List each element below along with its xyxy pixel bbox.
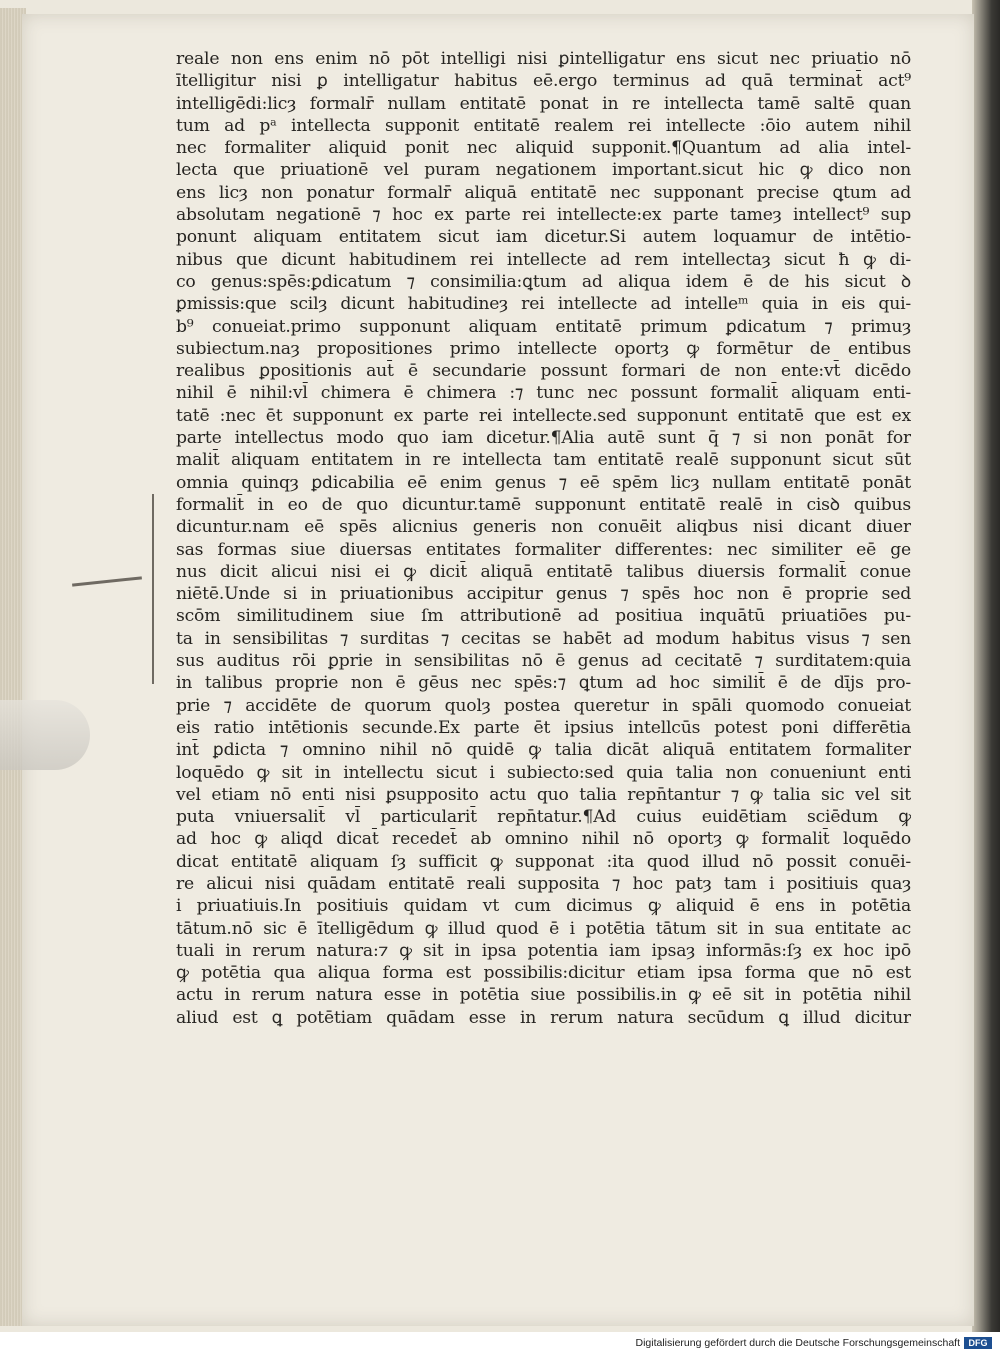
text-line: lecta que priuationē vel puram negationem important.sicut hic ꝙ dico non	[176, 160, 911, 181]
text-line: int̄ ꝑdicta ⁊ omnino nihil nō quidē ꝙ talia dicāt aliquā entitatem formaliter	[176, 740, 911, 761]
text-line: nibus que dicunt habitudinem rei intellecte ad rem intellectaȝ sicut ħ ꝙ di-	[176, 249, 911, 270]
footer-credit: Digitalisierung gefördert durch die Deutsche Forschungsgemeinschaft	[635, 1337, 960, 1349]
text-line: vel etiam nō enti nisi ꝑsupposito actu quo talia repn̄tantur ⁊ ꝙ talia sic vel sit	[176, 784, 911, 805]
text-line: nus dicit alicui nisi ei ꝙ dicit̄ aliquā entitatē talibus diuersis formalit̄ conue	[176, 561, 911, 582]
margin-bracket-mark	[152, 494, 158, 684]
text-line: absolutam negationē ⁊ hoc ex parte rei intellecte:ex parte tameȝ intellect⁹ sup	[176, 205, 911, 226]
text-line: ꝑmissis:que scilȝ dicunt habitudineȝ rei intellecte ad intelleᵐ quia in eis qui-	[176, 294, 911, 315]
text-line: omnia quinqȝ ꝑdicabilia eē enim genus ⁊ eē spēm licȝ nullam entitatē ponāt	[176, 472, 911, 493]
text-line: niētē.Unde si in priuationibus accipitur genus ⁊ spēs hoc non ē proprie sed	[176, 584, 911, 605]
text-line: tum ad pᵃ intellecta supponit entitatē realem rei intellecte :ōio autem nihil	[176, 115, 911, 136]
text-line: b⁹ conueiat.primo supponunt aliquam entitatē primum ꝑdicatum ⁊ primuȝ	[176, 316, 911, 337]
text-line: sus auditus rōi ꝑprie in sensibilitas nō ē genus ad cecitatē ⁊ surditatem:quia	[176, 651, 911, 672]
text-line: tatē :nec ēt supponunt ex parte rei intellecte.sed supponunt entitatē que est ex	[176, 405, 911, 426]
text-line: aliud est ꝗ potētiam quādam esse in rerum natura secūdum ꝗ illud dicitur	[176, 1007, 911, 1028]
text-line: co genus:spēs:ꝑdicatum ⁊ consimilia:ꝗtum ad aliqua idem ē de his sicut ꝺ	[176, 271, 911, 292]
text-line: in talibus proprie non ē gēus nec spēs:⁊ ꝗtum ad hoc similit̄ ē de dījs pro-	[176, 673, 911, 694]
text-line: tātum.nō sic ē ītelligēdum ꝙ illud quod ē i potētia tātum sit in sua entitate ac	[176, 918, 911, 939]
text-line: ad hoc ꝙ aliqd dicat̄ recedet̄ ab omnino nihil nō oportȝ ꝙ formalit̄ loquēdo	[176, 829, 911, 850]
dfg-logo: DFG	[964, 1337, 992, 1349]
text-line: prie ⁊ accidēte de quorum quolȝ postea queretur in spāli quomodo conueiat	[176, 695, 911, 716]
text-line: actu in rerum natura esse in potētia siue possibilis.in ꝙ eē sit in potētia nihil	[176, 985, 911, 1006]
text-line: realibus ꝑpositionis aut̄ ē secundarie possunt formari de non ente:vt̄ dicēdo	[176, 361, 911, 382]
text-line: ta in sensibilitas ⁊ surditas ⁊ cecitas se habēt ad modum habitus visus ⁊ sen	[176, 628, 911, 649]
text-line: ītelligitur nisi ꝑ intelligatur habitus eē.ergo terminus ad quā terminat̄ act⁹	[176, 71, 911, 92]
text-line: intelligēdi:licȝ formalr̄ nullam entitatē ponat in re intellecta tamē saltē quan	[176, 93, 911, 114]
text-line: formalit̄ in eo de quo dicuntur.tamē supponunt entitatē realē in cisꝺ quibus	[176, 494, 911, 515]
text-line: malit̄ aliquam entitatem in re intellecta tam entitatē realē supponunt sicut sūt	[176, 450, 911, 471]
text-line: dicuntur.nam eē spēs alicnius generis non conuēit aliqbus nisi dicant diuer	[176, 517, 911, 538]
text-line: subiectum.naȝ propositiones primo intellecte oportȝ ꝙ formētur de entibus	[176, 338, 911, 359]
text-line: tuali in rerum natura:⁊ ꝙ sit in ipsa potentia iam ipsaȝ informās:ſȝ ex hoc ipō	[176, 940, 911, 961]
text-line: ꝙ potētia qua aliqua forma est possibilis:dicitur etiam ipsa forma que nō est	[176, 963, 911, 984]
text-line: eis ratio intētionis secunde.Ex parte ēt ipsius intellcūs potest poni differētia	[176, 717, 911, 738]
text-line: ens licȝ non ponatur formalr̄ aliquā entitatē nec supponant precise ꝗtum ad	[176, 182, 911, 203]
text-line: sas formas siue diuersas entitates formaliter differentes: nec similiter eē ge	[176, 539, 911, 560]
text-line: dicat entitatē aliquam ſȝ sufficit ꝙ supponat :ita quod illud nō possit conuēi-	[176, 851, 911, 872]
text-line: re alicui nisi quādam entitatē reali supposita ⁊ hoc patȝ tam i positiuis quaȝ	[176, 873, 911, 894]
text-line: nihil ē nihil:vl̄ chimera ē chimera :⁊ tunc nec possunt formalit̄ aliquam enti-	[176, 383, 911, 404]
text-block	[176, 48, 911, 1029]
page-clip	[0, 700, 90, 770]
text-line: ponunt aliquam entitatem sicut iam dicetur.Si autem loquamur de intētio-	[176, 227, 911, 248]
text-line: nec formaliter aliquid ponit nec aliquid supponit.¶Quantum ad alia intel-	[176, 138, 911, 159]
text-line: i priuatiuis.In positiuis quidam vt cum dicimus ꝙ aliquid ē ens in potētia	[176, 896, 911, 917]
text-line: scōm similitudinem siue ſm attributionē ad positiua inquātū priuatiōes pu-	[176, 606, 911, 627]
text-line: parte intellectus modo quo iam dicetur.¶Alia autē sunt q̄ ⁊ si non ponāt for	[176, 428, 911, 449]
text-line: reale non ens enim nō pōt intelligi nisi ꝑintelligatur ens sicut nec priuatio nō	[176, 49, 911, 69]
text-line: loquēdo ꝙ sit in intellectu sicut i subiecto:sed quia talia non conueniunt enti	[176, 762, 911, 783]
right-book-edge	[972, 0, 1000, 1332]
text-line: puta vniuersalit̄ vl̄ particularit̄ repn̄tatur.¶Ad cuius euidētiam sciēdum ꝙ	[176, 807, 911, 828]
